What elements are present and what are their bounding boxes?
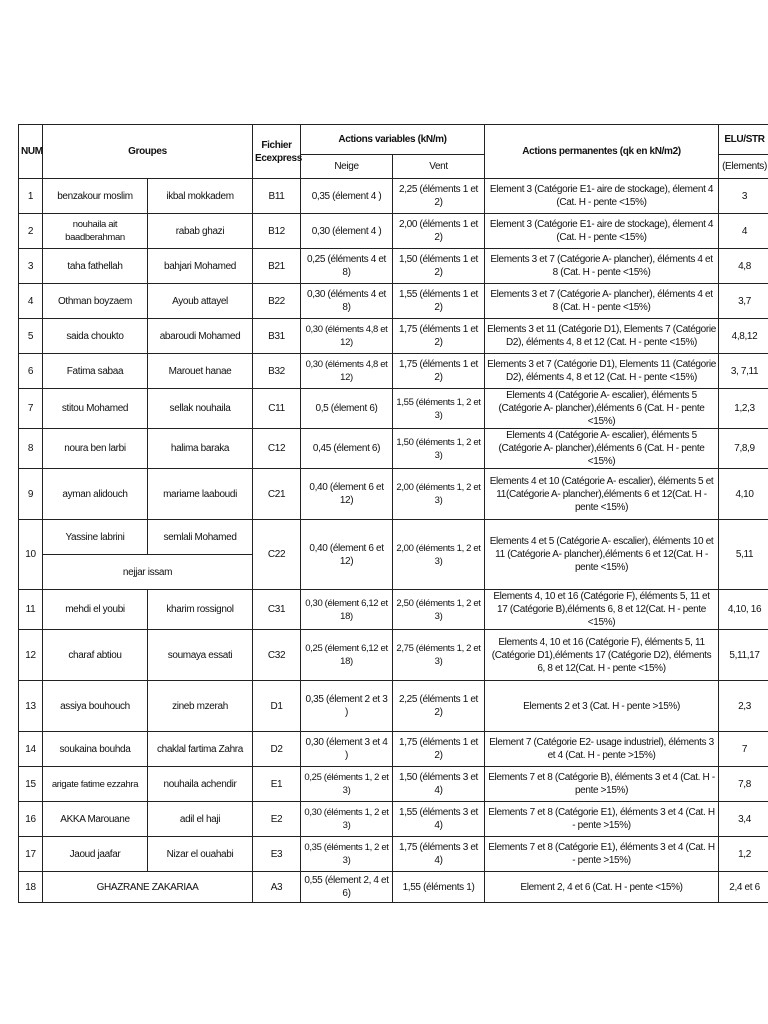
vent-value: 1,50 (éléments 1 et 2) <box>393 249 485 284</box>
row-num: 14 <box>19 732 43 767</box>
permanent-actions: Elements 7 et 8 (Catégorie E1), éléments 3 et 4 (Cat. H - pente >15%) <box>485 837 719 872</box>
vent-value: 2,25 (éléments 1 et 2) <box>393 179 485 214</box>
vent-value: 2,00 (éléments 1 et 2) <box>393 214 485 249</box>
member-1: charaf abtiou <box>43 630 148 681</box>
row-num: 1 <box>19 179 43 214</box>
vent-value: 1,55 (éléments 1 et 2) <box>393 284 485 319</box>
table-row <box>19 732 768 767</box>
row-num: 10 <box>19 520 43 590</box>
file-code: B32 <box>253 354 301 389</box>
elu-elements: 1,2 <box>719 837 768 872</box>
vent-value: 1,55 (éléments 1) <box>393 872 485 903</box>
load-assignment-table <box>18 124 768 903</box>
table-row <box>19 389 768 429</box>
vent-value: 2,25 (éléments 1 et 2) <box>393 681 485 732</box>
member-2: sellak nouhaila <box>148 389 253 429</box>
member-1: AKKA Marouane <box>43 802 148 837</box>
member-2: kharim rossignol <box>148 590 253 630</box>
header-num: NUM <box>19 125 43 179</box>
member-1: saida choukto <box>43 319 148 354</box>
header-elements: (Elements) <box>719 155 768 179</box>
file-code: B31 <box>253 319 301 354</box>
header-actions-variables: Actions variables (kN/m) <box>301 125 485 155</box>
header-fichier-line1: Fichier <box>261 139 292 151</box>
vent-value: 2,00 (éléments 1, 2 et 3) <box>393 520 485 590</box>
member-2: soumaya essati <box>148 630 253 681</box>
table-row <box>19 319 768 354</box>
table-row <box>19 354 768 389</box>
neige-value: 0,55 (élement 2, 4 et 6) <box>301 872 393 903</box>
file-code: C21 <box>253 469 301 520</box>
row-num: 4 <box>19 284 43 319</box>
table-row <box>19 872 768 903</box>
elu-elements: 7 <box>719 732 768 767</box>
permanent-actions: Elements 4 et 10 (Catégorie A- escalier), éléments 5 et 11(Catégorie A- plancher),éléments 6 et 12(Cat. H - pente <15%) <box>485 469 719 520</box>
elu-elements: 2,4 et 6 <box>719 872 768 903</box>
member-1: Fatima sabaa <box>43 354 148 389</box>
vent-value: 2,50 (éléments 1, 2 et 3) <box>393 590 485 630</box>
file-code: B22 <box>253 284 301 319</box>
file-code: E3 <box>253 837 301 872</box>
neige-value: 0,30 (éléments 1, 2 et 3) <box>301 802 393 837</box>
elu-elements: 3, 7,11 <box>719 354 768 389</box>
member-2: semlali Mohamed <box>148 520 253 555</box>
file-code: C12 <box>253 429 301 469</box>
row-num: 8 <box>19 429 43 469</box>
file-code: E1 <box>253 767 301 802</box>
elu-elements: 5,11,17 <box>719 630 768 681</box>
row-num: 18 <box>19 872 43 903</box>
permanent-actions: Element 3 (Catégorie E1- aire de stockage), élement 4 (Cat. H - pente <15%) <box>485 214 719 249</box>
table-row <box>19 249 768 284</box>
member-1: mehdi el youbi <box>43 590 148 630</box>
row-num: 16 <box>19 802 43 837</box>
member-2: rabab ghazi <box>148 214 253 249</box>
neige-value: 0,35 (élement 4 ) <box>301 179 393 214</box>
member-1: GHAZRANE ZAKARIAA <box>43 872 253 903</box>
vent-value: 1,55 (éléments 1, 2 et 3) <box>393 389 485 429</box>
permanent-actions: Element 7 (Catégorie E2- usage industriel), éléments 3 et 4 (Cat. H - pente >15%) <box>485 732 719 767</box>
neige-value: 0,40 (élement 6 et 12) <box>301 520 393 590</box>
file-code: D2 <box>253 732 301 767</box>
neige-value: 0,35 (éléments 1, 2 et 3) <box>301 837 393 872</box>
member-2: chaklal fartima Zahra <box>148 732 253 767</box>
file-code: E2 <box>253 802 301 837</box>
member-2: Nizar el ouahabi <box>148 837 253 872</box>
row-num: 6 <box>19 354 43 389</box>
member-1: arigate fatime ezzahra <box>43 767 148 802</box>
member-1: Yassine labrini <box>43 520 148 555</box>
permanent-actions: Elements 3 et 7 (Catégorie A- plancher), éléments 4 et 8 (Cat. H - pente <15%) <box>485 249 719 284</box>
table-row <box>19 681 768 732</box>
elu-elements: 4,10, 16 <box>719 590 768 630</box>
member-1: nouhaila ait baadberahman <box>43 214 148 249</box>
member-1: stitou Mohamed <box>43 389 148 429</box>
permanent-actions: Elements 7 et 8 (Catégorie B), éléments 3 et 4 (Cat. H - pente >15%) <box>485 767 719 802</box>
neige-value: 0,30 (éléments 4,8 et 12) <box>301 319 393 354</box>
permanent-actions: Elements 7 et 8 (Catégorie E1), éléments 3 et 4 (Cat. H - pente >15%) <box>485 802 719 837</box>
member-1: ayman alidouch <box>43 469 148 520</box>
permanent-actions: Element 3 (Catégorie E1- aire de stockage), élement 4 (Cat. H - pente <15%) <box>485 179 719 214</box>
row-num: 9 <box>19 469 43 520</box>
vent-value: 1,55 (éléments 3 et 4) <box>393 802 485 837</box>
table-row <box>19 214 768 249</box>
permanent-actions: Elements 4, 10 et 16 (Catégorie F), éléments 5, 11 et 17 (Catégorie B),éléments 6, 8 et 12(Cat. H - pente <15%) <box>485 590 719 630</box>
neige-value: 0,35 (élement 2 et 3 ) <box>301 681 393 732</box>
elu-elements: 4,8,12 <box>719 319 768 354</box>
member-2: adil el haji <box>148 802 253 837</box>
permanent-actions: Elements 2 et 3 (Cat. H - pente >15%) <box>485 681 719 732</box>
table-row <box>19 179 768 214</box>
file-code: C22 <box>253 520 301 590</box>
vent-value: 1,75 (éléments 3 et 4) <box>393 837 485 872</box>
table-row <box>19 590 768 630</box>
elu-elements: 7,8,9 <box>719 429 768 469</box>
vent-value: 2,00 (éléments 1, 2 et 3) <box>393 469 485 520</box>
member-1: soukaina bouhda <box>43 732 148 767</box>
member-1: assiya bouhouch <box>43 681 148 732</box>
row-num: 7 <box>19 389 43 429</box>
elu-elements: 4,8 <box>719 249 768 284</box>
neige-value: 0,30 (éléments 4 et 8) <box>301 284 393 319</box>
neige-value: 0,30 (élement 6,12 et 18) <box>301 590 393 630</box>
permanent-actions: Elements 4 (Catégorie A- escalier), éléments 5 (Catégorie A- plancher),éléments 6 (Cat. H - pente <15%) <box>485 429 719 469</box>
row-num: 13 <box>19 681 43 732</box>
table-row <box>19 767 768 802</box>
member-2: mariame laaboudi <box>148 469 253 520</box>
row-num: 11 <box>19 590 43 630</box>
neige-value: 0,40 (élement 6 et 12) <box>301 469 393 520</box>
permanent-actions: Elements 4 (Catégorie A- escalier), éléments 5 (Catégorie A- plancher),éléments 6 (Cat. H - pente <15%) <box>485 389 719 429</box>
table-row <box>19 520 768 555</box>
file-code: D1 <box>253 681 301 732</box>
member-2: zineb mzerah <box>148 681 253 732</box>
member-1: taha fathellah <box>43 249 148 284</box>
header-elu: ELU/STR <box>719 125 768 155</box>
neige-value: 0,30 (élement 4 ) <box>301 214 393 249</box>
member-2: halima baraka <box>148 429 253 469</box>
elu-elements: 3,7 <box>719 284 768 319</box>
file-code: A3 <box>253 872 301 903</box>
row-num: 3 <box>19 249 43 284</box>
table-row <box>19 630 768 681</box>
file-code: B21 <box>253 249 301 284</box>
elu-elements: 4,10 <box>719 469 768 520</box>
neige-value: 0,25 (éléments 1, 2 et 3) <box>301 767 393 802</box>
elu-elements: 1,2,3 <box>719 389 768 429</box>
vent-value: 1,75 (éléments 1 et 2) <box>393 732 485 767</box>
file-code: B11 <box>253 179 301 214</box>
member-2: abaroudi Mohamed <box>148 319 253 354</box>
elu-elements: 4 <box>719 214 768 249</box>
vent-value: 1,50 (éléments 1, 2 et 3) <box>393 429 485 469</box>
row-num: 17 <box>19 837 43 872</box>
member-1: Jaoud jaafar <box>43 837 148 872</box>
header-groupes: Groupes <box>43 125 253 179</box>
header-neige: Neige <box>301 155 393 179</box>
vent-value: 1,75 (éléments 1 et 2) <box>393 319 485 354</box>
member-1: benzakour moslim <box>43 179 148 214</box>
elu-elements: 7,8 <box>719 767 768 802</box>
elu-elements: 5,11 <box>719 520 768 590</box>
elu-elements: 3,4 <box>719 802 768 837</box>
permanent-actions: Element 2, 4 et 6 (Cat. H - pente <15%) <box>485 872 719 903</box>
file-code: C32 <box>253 630 301 681</box>
neige-value: 0,30 (élement 3 et 4 ) <box>301 732 393 767</box>
header-actions-permanentes: Actions permanentes (qk en kN/m2) <box>485 125 719 179</box>
member-1: Othman boyzaem <box>43 284 148 319</box>
neige-value: 0,25 (éléments 4 et 8) <box>301 249 393 284</box>
member-3: nejjar issam <box>43 555 253 590</box>
member-2: bahjari Mohamed <box>148 249 253 284</box>
file-code: C11 <box>253 389 301 429</box>
neige-value: 0,45 (élement 6) <box>301 429 393 469</box>
file-code: B12 <box>253 214 301 249</box>
header-fichier-line2: Ecexpress <box>255 152 302 164</box>
row-num: 12 <box>19 630 43 681</box>
permanent-actions: Elements 3 et 7 (Catégorie D1), Elements 11 (Catégorie D2), éléments 4, 8 et 12 (Cat. H - pente <15%) <box>485 354 719 389</box>
vent-value: 1,50 (éléments 3 et 4) <box>393 767 485 802</box>
header-vent: Vent <box>393 155 485 179</box>
vent-value: 2,75 (éléments 1, 2 et 3) <box>393 630 485 681</box>
member-2: Ayoub attayel <box>148 284 253 319</box>
permanent-actions: Elements 3 et 11 (Catégorie D1), Elements 7 (Catégorie D2), éléments 4, 8 et 12 (Cat. H - pente <15%) <box>485 319 719 354</box>
permanent-actions: Elements 4, 10 et 16 (Catégorie F), éléments 5, 11 (Catégorie D1),éléments 17 (Catégorie D2), éléments 6, 8 et 12(Cat. H - pente <15%) <box>485 630 719 681</box>
member-1: noura ben larbi <box>43 429 148 469</box>
row-num: 15 <box>19 767 43 802</box>
elu-elements: 2,3 <box>719 681 768 732</box>
member-2: ikbal mokkadem <box>148 179 253 214</box>
neige-value: 0,25 (élement 6,12 et 18) <box>301 630 393 681</box>
neige-value: 0,30 (éléments 4,8 et 12) <box>301 354 393 389</box>
table-row <box>19 837 768 872</box>
member-2: Marouet hanae <box>148 354 253 389</box>
neige-value: 0,5 (élement 6) <box>301 389 393 429</box>
header-fichier <box>253 125 301 179</box>
table-row <box>19 469 768 520</box>
table-row <box>19 802 768 837</box>
permanent-actions: Elements 4 et 5 (Catégorie A- escalier), éléments 10 et 11 (Catégorie A- plancher),éléments 6 et 12(Cat. H - pente <15%) <box>485 520 719 590</box>
vent-value: 1,75 (éléments 1 et 2) <box>393 354 485 389</box>
permanent-actions: Elements 3 et 7 (Catégorie A- plancher), éléments 4 et 8 (Cat. H - pente <15%) <box>485 284 719 319</box>
row-num: 5 <box>19 319 43 354</box>
row-num: 2 <box>19 214 43 249</box>
table-row <box>19 284 768 319</box>
elu-elements: 3 <box>719 179 768 214</box>
table-row <box>19 429 768 469</box>
file-code: C31 <box>253 590 301 630</box>
member-2: nouhaila achendir <box>148 767 253 802</box>
